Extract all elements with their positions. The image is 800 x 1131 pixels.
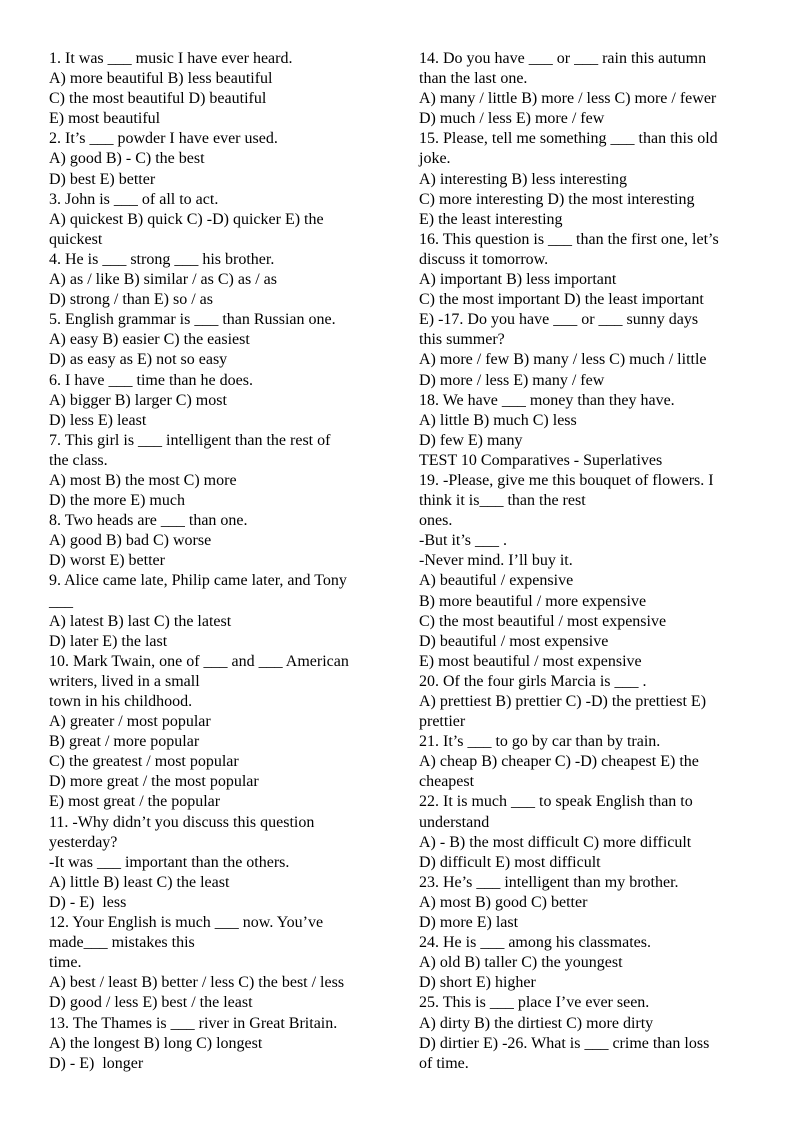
right-column-line: -But it’s ___ . — [419, 532, 508, 550]
left-column-line: C) the most beautiful D) beautiful — [49, 90, 267, 108]
right-column-line: 21. It’s ___ to go by car than by train. — [419, 733, 661, 751]
right-column-line: of time. — [419, 1054, 469, 1072]
right-column-line: D) beautiful / most expensive — [419, 632, 609, 650]
left-column-line: yesterday? — [49, 833, 118, 851]
right-column-line: D) short E) higher — [419, 974, 536, 992]
left-column-line: 4. He is ___ strong ___ his brother. — [49, 250, 275, 268]
left-column-line: 13. The Thames is ___ river in Great Britain. — [49, 1014, 338, 1032]
left-column-line: D) - E) longer — [49, 1054, 144, 1072]
left-column-line: A) little B) least C) the least — [49, 873, 230, 891]
right-column-line: A) more / few B) many / less C) much / little — [419, 351, 707, 369]
right-column-line: 24. He is ___ among his classmates. — [419, 934, 651, 952]
left-column-line: A) quickest B) quick C) -D) quicker E) the — [49, 210, 324, 228]
right-column-line: A) many / little B) more / less C) more / fewer — [419, 90, 717, 108]
left-column-line: D) less E) least — [49, 411, 147, 429]
left-column-line: B) great / more popular — [49, 733, 200, 751]
left-column-line: 5. English grammar is ___ than Russian one. — [49, 311, 336, 329]
right-column-line: understand — [419, 813, 490, 831]
left-column-line: D) more great / the most popular — [49, 773, 259, 791]
right-column-line: A) interesting B) less interesting — [419, 170, 627, 188]
left-column-line: E) most beautiful — [49, 110, 161, 128]
left-column-line: A) bigger B) larger C) most — [49, 391, 227, 409]
right-column-line: 22. It is much ___ to speak English than to — [419, 793, 693, 811]
right-column-line: D) difficult E) most difficult — [419, 853, 601, 871]
right-column-line: D) more E) last — [419, 914, 519, 932]
right-column-line: prettier — [419, 713, 466, 731]
right-column-line: 19. -Please, give me this bouquet of flowers. I — [419, 471, 714, 489]
left-column-line: E) most great / the popular — [49, 793, 221, 811]
right-column-line: think it is___ than the rest — [419, 492, 586, 510]
left-column-line: C) the greatest / most popular — [49, 753, 239, 771]
left-column-line: the class. — [49, 451, 108, 469]
left-column-line: D) - E) less — [49, 893, 127, 911]
left-column-line: 11. -Why didn’t you discuss this question — [49, 813, 315, 831]
left-column-line: 10. Mark Twain, one of ___ and ___ American — [49, 652, 349, 670]
right-column-line: A) little B) much C) less — [419, 411, 577, 429]
right-column-line: E) the least interesting — [419, 210, 563, 228]
right-column-line: cheapest — [419, 773, 475, 791]
left-column-line: writers, lived in a small — [49, 672, 200, 690]
left-column-line: A) the longest B) long C) longest — [49, 1034, 263, 1052]
left-column-line: D) as easy as E) not so easy — [49, 351, 228, 369]
left-column-line: 8. Two heads are ___ than one. — [49, 512, 248, 530]
left-column-line: time. — [49, 954, 82, 972]
left-column-line: -It was ___ important than the others. — [49, 853, 290, 871]
right-column-line: E) most beautiful / most expensive — [419, 652, 642, 670]
right-column-line: C) the most important D) the least important — [419, 291, 704, 309]
left-column-line: 12. Your English is much ___ now. You’ve — [49, 914, 324, 932]
right-column-line: ones. — [419, 512, 453, 530]
right-column-line: than the last one. — [419, 70, 528, 88]
left-column-line: D) good / less E) best / the least — [49, 994, 253, 1012]
right-column-line: TEST 10 Comparatives - Superlatives — [419, 451, 663, 469]
left-column-line: A) more beautiful B) less beautiful — [49, 70, 273, 88]
left-column-line: town in his childhood. — [49, 693, 193, 710]
right-column-line: D) dirtier E) -26. What is ___ crime than loss — [419, 1034, 710, 1052]
left-column-line: A) good B) bad C) worse — [49, 532, 212, 550]
right-column-line: discuss it tomorrow. — [419, 250, 549, 268]
right-column-line: A) important B) less important — [419, 271, 617, 289]
right-column-line: A) beautiful / expensive — [419, 572, 574, 590]
left-column-line: A) best / least B) better / less C) the best / less — [49, 974, 345, 992]
right-column-line: A) prettiest B) prettier C) -D) the prettiest E) — [419, 693, 707, 710]
left-column-line: 2. It’s ___ powder I have ever used. — [49, 130, 278, 148]
left-column-line: quickest — [49, 230, 103, 248]
right-column-line: C) more interesting D) the most interesting — [419, 190, 695, 208]
left-column-line: 9. Alice came late, Philip came later, and Tony — [49, 572, 347, 590]
right-column — [419, 49, 759, 1074]
right-column-line: C) the most beautiful / most expensive — [419, 612, 667, 630]
right-column-line: A) - B) the most difficult C) more difficult — [419, 833, 692, 851]
left-column-line: D) best E) better — [49, 170, 156, 188]
left-column-line: A) as / like B) similar / as C) as / as — [49, 271, 277, 289]
right-column-line: D) much / less E) more / few — [419, 110, 605, 128]
right-column-line: A) most B) good C) better — [419, 893, 588, 911]
left-column-line: D) later E) the last — [49, 632, 168, 650]
right-column-line: D) more / less E) many / few — [419, 371, 605, 389]
left-column — [49, 49, 395, 1074]
right-column-line: D) few E) many — [419, 431, 523, 449]
left-column-line: 7. This girl is ___ intelligent than the rest of — [49, 431, 331, 449]
left-column-line: A) easy B) easier C) the easiest — [49, 331, 250, 349]
left-column-line: 3. John is ___ of all to act. — [49, 190, 219, 208]
left-column-line: 1. It was ___ music I have ever heard. — [49, 50, 293, 67]
right-column-line: 15. Please, tell me something ___ than this old — [419, 130, 718, 148]
left-column-line: D) the more E) much — [49, 492, 185, 510]
left-column-line: made___ mistakes this — [49, 934, 195, 952]
right-column-line: 25. This is ___ place I’ve ever seen. — [419, 994, 650, 1012]
left-column-line: ___ — [49, 592, 73, 610]
left-column-line: D) strong / than E) so / as — [49, 291, 213, 309]
right-column-line: 16. This question is ___ than the first one, let’s — [419, 230, 719, 248]
right-column-line: joke. — [419, 150, 451, 168]
right-column-line: 20. Of the four girls Marcia is ___ . — [419, 672, 647, 690]
right-column-line: A) dirty B) the dirtiest C) more dirty — [419, 1014, 654, 1032]
right-column-line: E) -17. Do you have ___ or ___ sunny days — [419, 311, 699, 329]
right-column-line: 23. He’s ___ intelligent than my brother. — [419, 873, 679, 891]
left-column-line: A) greater / most popular — [49, 713, 211, 731]
right-column-line: A) cheap B) cheaper C) -D) cheapest E) the — [419, 753, 699, 771]
left-column-line: A) latest B) last C) the latest — [49, 612, 232, 630]
right-column-line: B) more beautiful / more expensive — [419, 592, 647, 610]
left-column-line: A) most B) the most C) more — [49, 471, 237, 489]
right-column-line: A) old B) taller C) the youngest — [419, 954, 623, 972]
right-column-line: -Never mind. I’ll buy it. — [419, 552, 573, 570]
right-column-line: this summer? — [419, 331, 505, 349]
left-column-line: D) worst E) better — [49, 552, 165, 570]
right-column-line: 18. We have ___ money than they have. — [419, 391, 675, 409]
left-column-line: 6. I have ___ time than he does. — [49, 371, 253, 389]
right-column-line: 14. Do you have ___ or ___ rain this autumn — [419, 50, 707, 67]
left-column-line: A) good B) - C) the best — [49, 150, 205, 168]
